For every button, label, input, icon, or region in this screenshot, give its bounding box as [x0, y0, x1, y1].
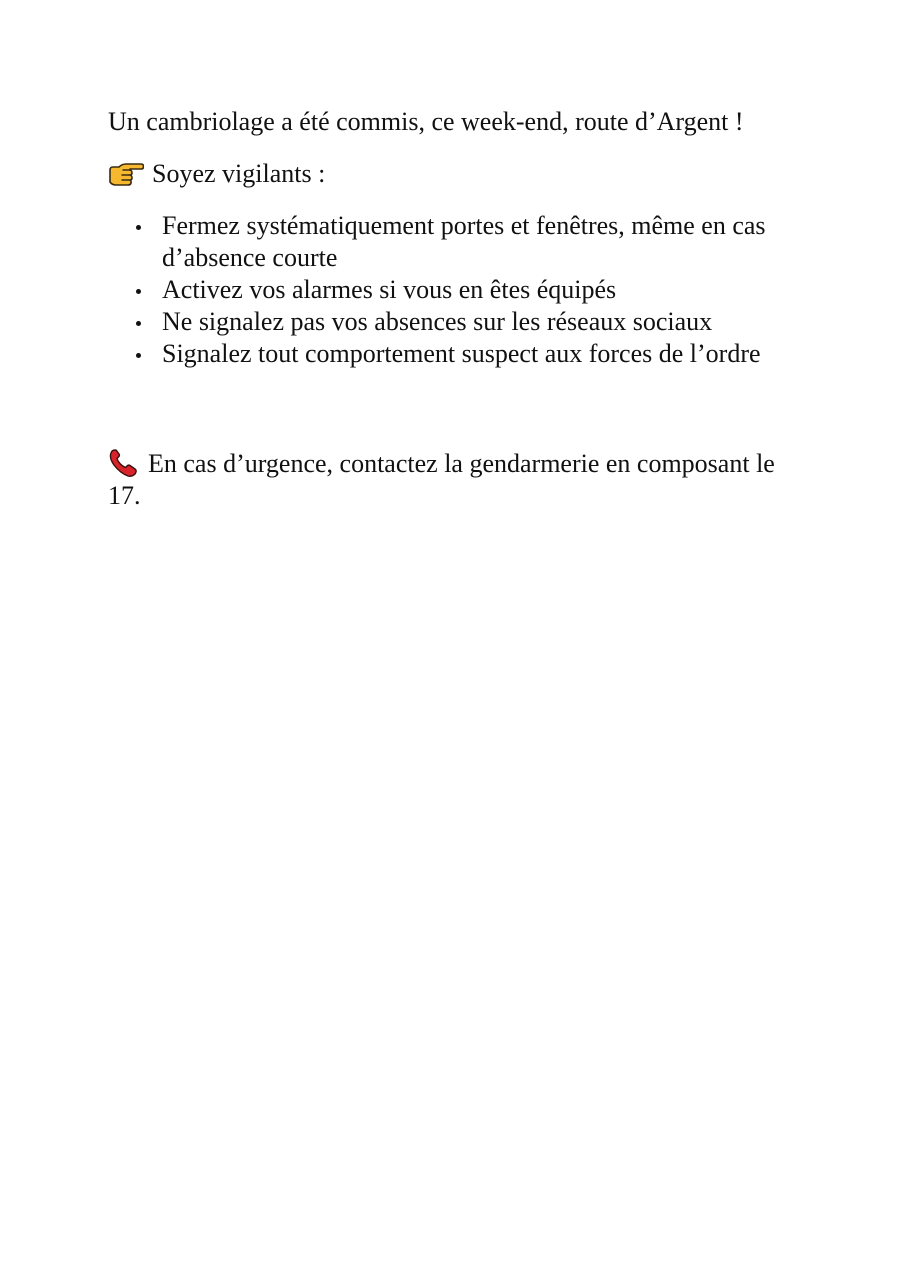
emergency-paragraph [108, 448, 808, 512]
list-item: Ne signalez pas vos absences sur les réseaux sociaux [162, 306, 808, 338]
tips-list [108, 210, 808, 370]
headline: Un cambriolage a été commis, ce week-end, route d’Argent ! [108, 107, 744, 136]
vigilance-label: Soyez vigilants : [152, 159, 326, 188]
list-item: Fermez systématiquement portes et fenêtres, même en cas d’absence courte [162, 210, 808, 274]
telephone-icon [108, 448, 138, 478]
list-item: Signalez tout comportement suspect aux forces de l’ordre [162, 338, 808, 370]
vigilance-line [108, 158, 808, 190]
document-body [108, 106, 808, 512]
emergency-text: En cas d’urgence, contactez la gendarmerie en composant le 17. [108, 449, 775, 510]
pointing-hand-icon [108, 161, 144, 187]
list-item: Activez vos alarmes si vous en êtes équipés [162, 274, 808, 306]
